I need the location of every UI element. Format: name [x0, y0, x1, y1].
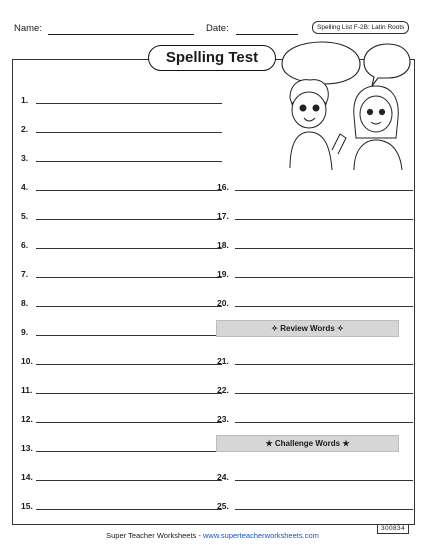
item-number: 8.	[21, 298, 29, 308]
answer-line[interactable]	[235, 393, 413, 394]
answer-row	[217, 238, 413, 252]
answer-line[interactable]	[36, 451, 222, 452]
answer-row	[217, 267, 413, 281]
answer-line[interactable]	[235, 277, 413, 278]
item-number: 3.	[21, 153, 29, 163]
item-number: 19.	[217, 269, 229, 279]
item-number: 12.	[21, 414, 33, 424]
answer-row	[21, 238, 222, 252]
answer-line[interactable]	[235, 248, 413, 249]
answer-line[interactable]	[36, 103, 222, 104]
answer-row	[217, 383, 413, 397]
item-number: 24.	[217, 472, 229, 482]
answer-row	[217, 180, 413, 194]
name-field[interactable]	[48, 34, 194, 35]
kids-talking-illustration	[276, 38, 412, 176]
answer-line[interactable]	[235, 509, 413, 510]
footer-separator: -	[196, 531, 203, 540]
name-label: Name:	[14, 23, 42, 34]
item-number: 13.	[21, 443, 33, 453]
answer-line[interactable]	[36, 393, 222, 394]
answer-row	[217, 354, 413, 368]
date-label: Date:	[206, 23, 229, 34]
item-number: 11.	[21, 385, 33, 395]
item-number: 25.	[217, 501, 229, 511]
footer-credit	[0, 531, 425, 540]
answer-row	[21, 412, 222, 426]
challenge-words-band: ★ Challenge Words ★	[216, 435, 399, 452]
answer-line[interactable]	[36, 277, 222, 278]
item-number: 7.	[21, 269, 29, 279]
answer-line[interactable]	[235, 219, 413, 220]
item-number: 16.	[217, 182, 229, 192]
answer-row	[21, 267, 222, 281]
answer-line[interactable]	[36, 509, 222, 510]
answer-row	[21, 122, 222, 136]
answer-row	[21, 93, 222, 107]
answer-line[interactable]	[36, 219, 222, 220]
answer-row	[21, 354, 222, 368]
item-number: 14.	[21, 472, 33, 482]
item-number: 20.	[217, 298, 229, 308]
answer-row	[21, 383, 222, 397]
item-number: 22.	[217, 385, 229, 395]
answer-row	[217, 470, 413, 484]
item-number: 18.	[217, 240, 229, 250]
answer-line[interactable]	[235, 480, 413, 481]
answer-line[interactable]	[235, 364, 413, 365]
answer-row	[21, 151, 222, 165]
answer-row	[217, 412, 413, 426]
answer-line[interactable]	[235, 422, 413, 423]
answer-line[interactable]	[235, 190, 413, 191]
answer-line[interactable]	[36, 161, 222, 162]
answer-line[interactable]	[36, 306, 222, 307]
review-words-band: ✧ Review Words ✧	[216, 320, 399, 337]
footer-url[interactable]: www.superteacherworksheets.com	[202, 531, 319, 540]
item-number: 1.	[21, 95, 29, 105]
answer-line[interactable]	[36, 364, 222, 365]
item-number: 6.	[21, 240, 29, 250]
answer-line[interactable]	[235, 306, 413, 307]
answer-row	[21, 296, 222, 310]
item-number: 10.	[21, 356, 33, 366]
answer-row	[217, 296, 413, 310]
item-number: 5.	[21, 211, 29, 221]
answer-row	[21, 325, 222, 339]
answer-line[interactable]	[36, 190, 222, 191]
date-field[interactable]	[236, 34, 298, 35]
page-title: Spelling Test	[148, 45, 276, 71]
answer-row	[21, 209, 222, 223]
spelling-list-tag: Spelling List F-2B: Latin Roots	[312, 21, 409, 34]
answer-line[interactable]	[36, 248, 222, 249]
item-number: 23.	[217, 414, 229, 424]
worksheet-code: 300834	[377, 524, 409, 534]
answer-line[interactable]	[36, 335, 222, 336]
answer-row	[21, 470, 222, 484]
item-number: 21.	[217, 356, 229, 366]
answer-row	[217, 499, 413, 513]
item-number: 9.	[21, 327, 29, 337]
answer-row	[21, 180, 222, 194]
item-number: 2.	[21, 124, 29, 134]
girl-icon	[354, 86, 402, 170]
answer-row	[21, 499, 222, 513]
answer-row	[21, 441, 222, 455]
footer-brand: Super Teacher Worksheets	[106, 531, 197, 540]
speech-bubble-right-icon	[364, 44, 410, 86]
boy-icon	[290, 80, 346, 170]
answer-line[interactable]	[36, 132, 222, 133]
item-number: 17.	[217, 211, 229, 221]
answer-row	[217, 209, 413, 223]
item-number: 15.	[21, 501, 33, 511]
item-number: 4.	[21, 182, 29, 192]
answer-line[interactable]	[36, 422, 222, 423]
answer-line[interactable]	[36, 480, 222, 481]
